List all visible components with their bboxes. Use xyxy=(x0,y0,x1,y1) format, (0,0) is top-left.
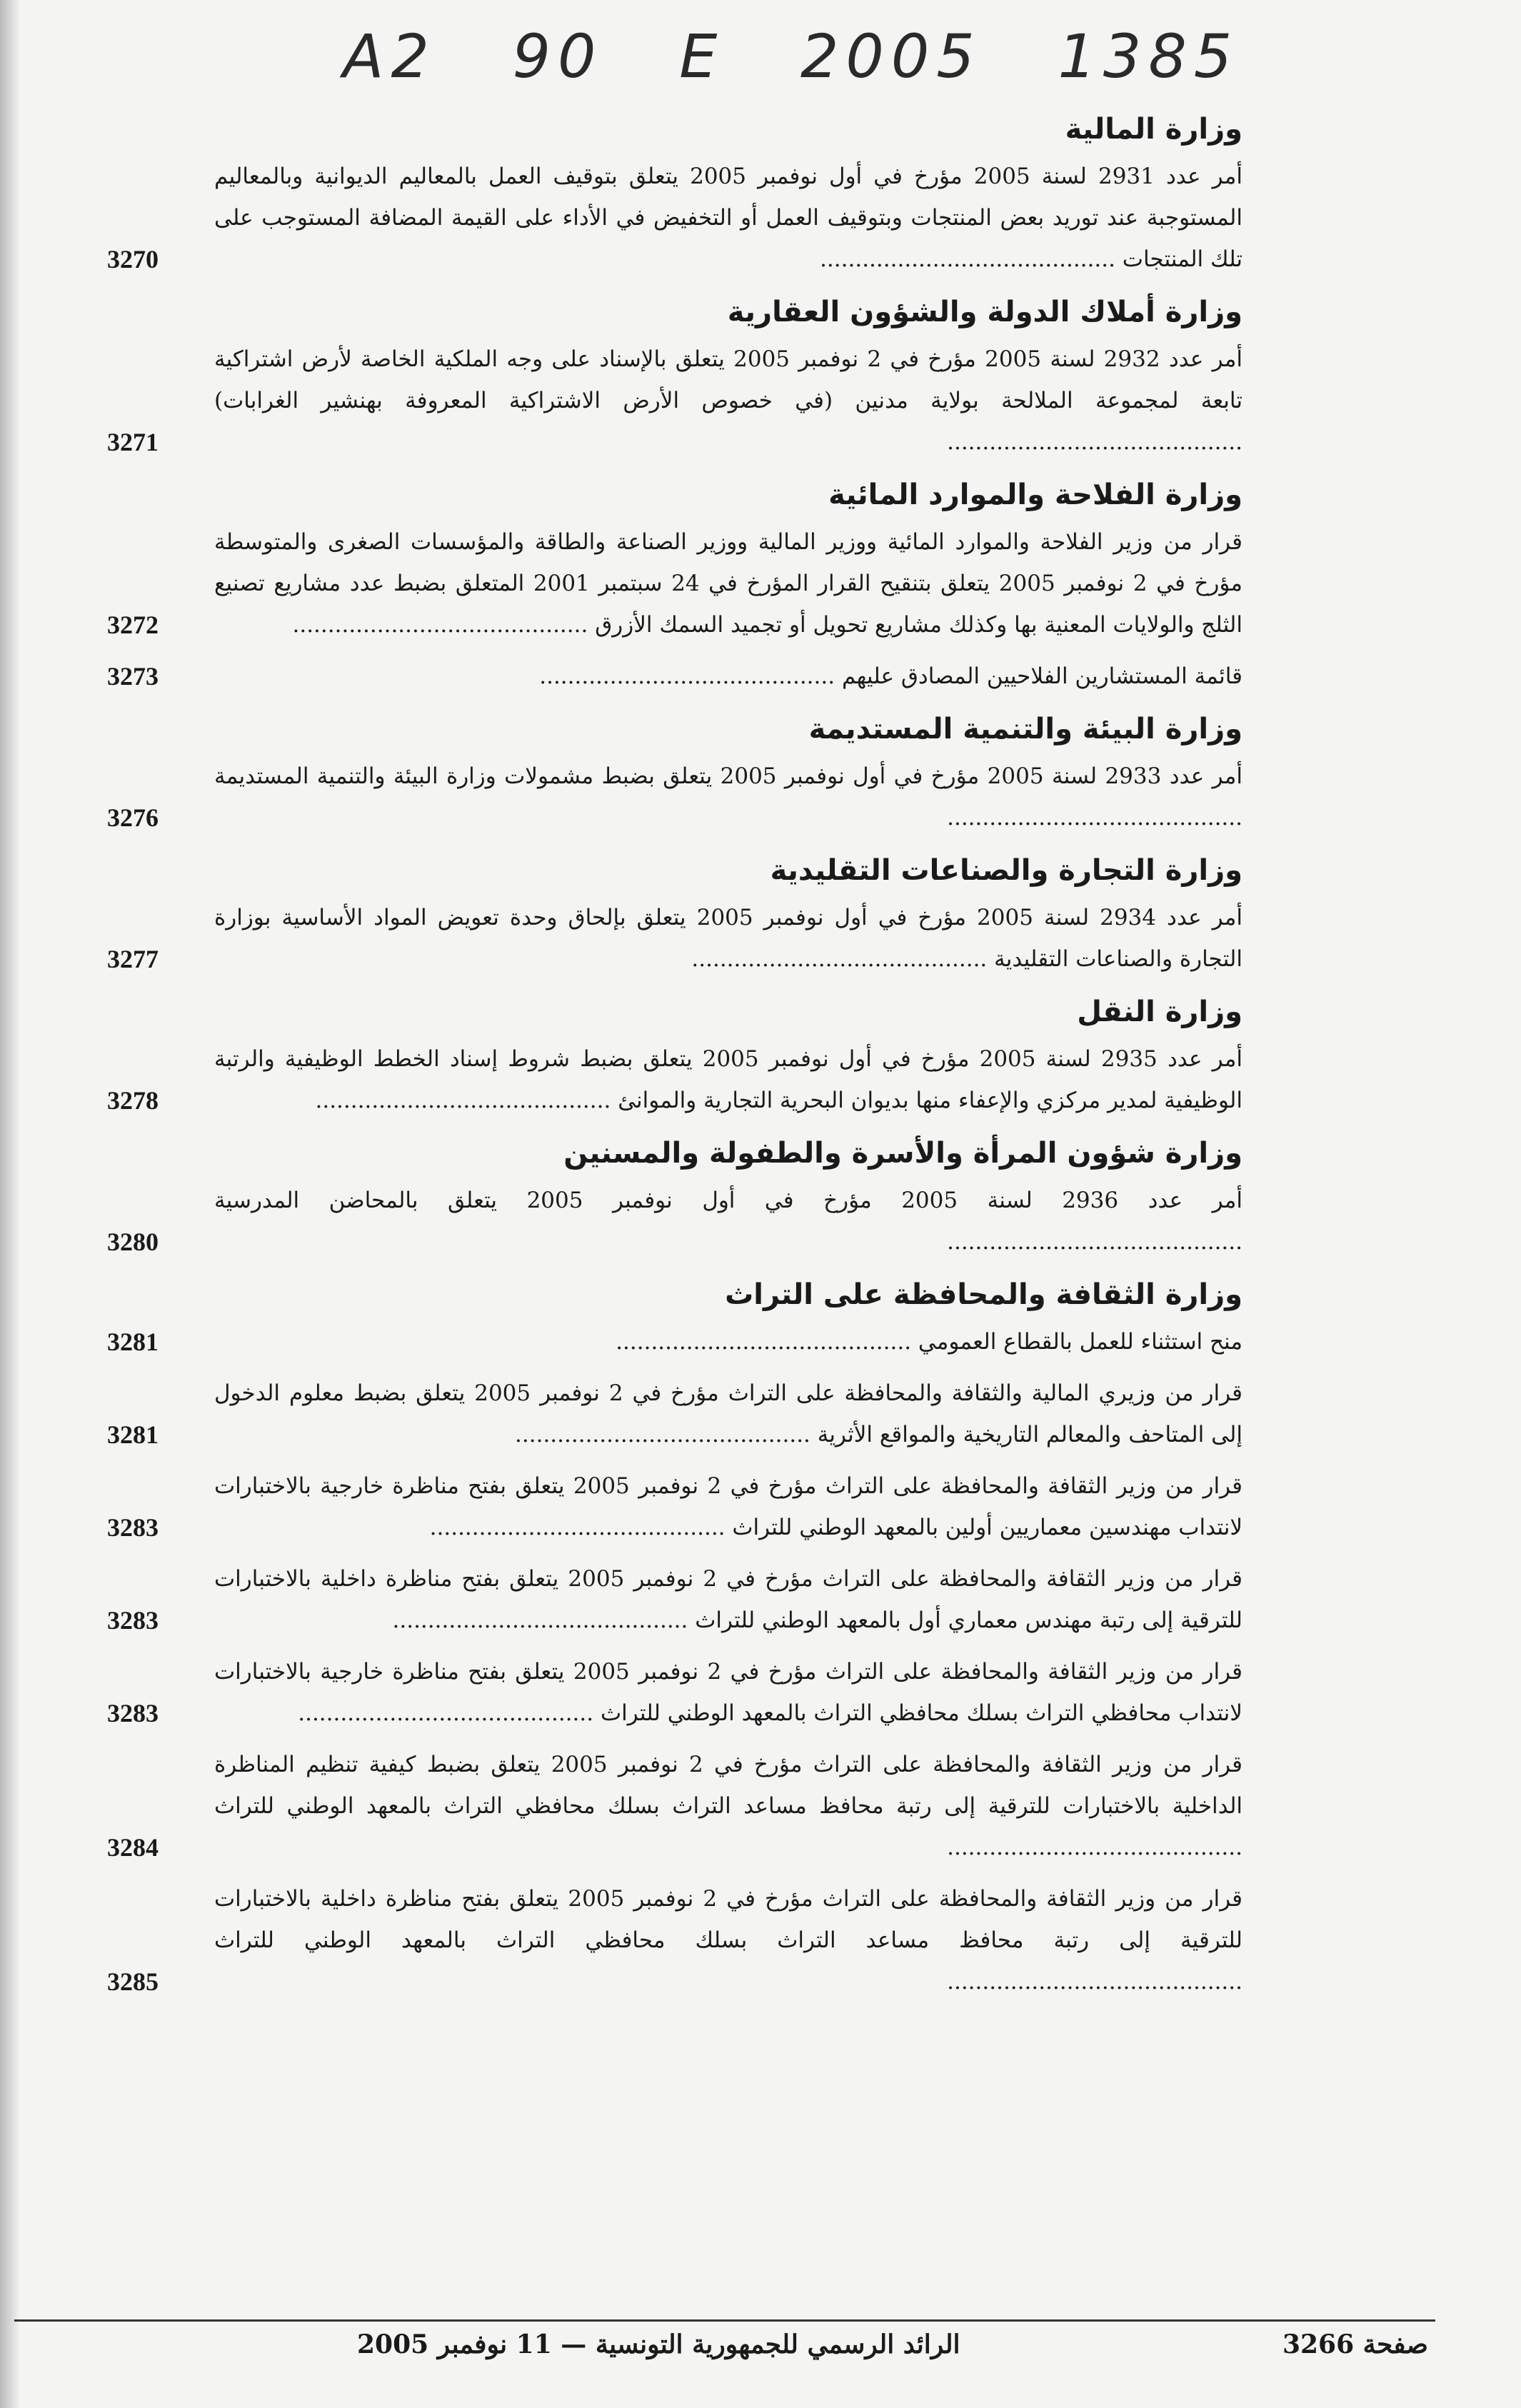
entry-page-number: 3283 xyxy=(107,1513,159,1542)
entry-text: أمر عدد 2932 لسنة 2005 مؤرخ في 2 نوفمبر 2005 يتعلق بالإسناد على وجه الملكية الخاصة لأرض اشتراكية تابعة لمجموعة الملالحة بولاية مدنين (في خصوص الأرض الاشتراكية المعروفة بهنشير الغرابات) .......................................... xyxy=(214,346,1243,455)
page-footer xyxy=(43,2329,1428,2379)
toc-entry xyxy=(107,1878,1243,2002)
entry-text: أمر عدد 2934 لسنة 2005 مؤرخ في أول نوفمبر 2005 يتعلق بإلحاق وحدة تعويض المواد الأساسية بوزارة التجارة والصناعات التقليدية .......................................... xyxy=(214,905,1243,972)
section-heading: وزارة شؤون المرأة والأسرة والطفولة والمسنين xyxy=(563,1137,1243,1170)
entry-text: قرار من وزير الثقافة والمحافظة على التراث مؤرخ في 2 نوفمبر 2005 يتعلق بفتح مناظرة داخلية بالاختبارات للترقية إلى رتبة مهندس معماري أول بالمعهد الوطني للتراث .......................................... xyxy=(214,1566,1243,1633)
toc-entry xyxy=(107,1038,1243,1121)
toc-entry xyxy=(107,656,1243,697)
toc-section xyxy=(107,707,1243,838)
toc-section xyxy=(107,1273,1243,2002)
section-heading: وزارة الثقافة والمحافظة على التراث xyxy=(725,1278,1243,1311)
entry-page-number: 3281 xyxy=(107,1420,159,1449)
handwritten-note: A2 90 E 2005 1385 xyxy=(343,21,1240,91)
entry-page-number: 3270 xyxy=(107,245,159,274)
entry-text: قرار من وزير الفلاحة والموارد المائية ووزير المالية ووزير الصناعة والطاقة والمؤسسات الصغرى والمتوسطة مؤرخ في 2 نوفمبر 2005 يتعلق بتنقيح القرار المؤرخ في 24 سبتمبر 2001 المتعلق بضبط عدد مشاريع تصنيع الثلج والولايات المعنية بها وكذلك مشاريع تحويل أو تجميد السمك الأزرق .......................................... xyxy=(214,529,1243,638)
entry-text: منح استثناء للعمل بالقطاع العمومي .......................................... xyxy=(616,1329,1243,1355)
toc-entry xyxy=(107,1180,1243,1263)
toc-entry xyxy=(107,338,1243,463)
toc-entry xyxy=(107,1744,1243,1868)
entry-page-number: 3281 xyxy=(107,1328,159,1356)
toc-section xyxy=(107,290,1243,463)
toc-section xyxy=(107,107,1243,280)
section-heading: وزارة النقل xyxy=(1077,995,1243,1028)
entry-page-number: 3276 xyxy=(107,803,159,832)
entry-page-number: 3272 xyxy=(107,611,159,639)
entry-page-number: 3284 xyxy=(107,1833,159,1862)
entry-text: قرار من وزير الثقافة والمحافظة على التراث مؤرخ في 2 نوفمبر 2005 يتعلق بفتح مناظرة خارجية بالاختبارات لانتداب مهندسين معماريين أولين بالمعهد الوطني للتراث .......................................... xyxy=(214,1473,1243,1540)
toc-entry xyxy=(107,897,1243,980)
entry-page-number: 3285 xyxy=(107,1967,159,1996)
toc-entry xyxy=(107,1321,1243,1363)
toc-section xyxy=(107,1131,1243,1263)
toc-entry xyxy=(107,1465,1243,1548)
toc-section xyxy=(107,473,1243,697)
section-heading: وزارة الفلاحة والموارد المائية xyxy=(828,478,1243,511)
entry-page-number: 3278 xyxy=(107,1086,159,1115)
toc-section xyxy=(107,990,1243,1121)
entry-text: قائمة المستشارين الفلاحيين المصادق عليهم .......................................... xyxy=(539,663,1243,689)
toc-entry xyxy=(107,756,1243,838)
scan-edge-shadow xyxy=(0,0,20,2408)
section-heading: وزارة البيئة والتنمية المستديمة xyxy=(808,713,1243,746)
entry-page-number: 3283 xyxy=(107,1699,159,1727)
page-number-label: صفحة 3266 xyxy=(1282,2329,1428,2359)
entry-page-number: 3280 xyxy=(107,1228,159,1256)
footer-rule xyxy=(14,2319,1435,2322)
journal-title-date: الرائد الرسمي للجمهورية التونسية — 11 نوفمبر 2005 xyxy=(357,2329,960,2359)
section-heading: وزارة التجارة والصناعات التقليدية xyxy=(770,854,1243,887)
toc-entry xyxy=(107,1558,1243,1641)
toc-entry xyxy=(107,521,1243,646)
entry-text: أمر عدد 2936 لسنة 2005 مؤرخ في أول نوفمبر 2005 يتعلق بالمحاضن المدرسية .......................................... xyxy=(214,1188,1243,1255)
toc-entry xyxy=(107,1651,1243,1734)
toc-entry xyxy=(107,1373,1243,1455)
section-heading: وزارة المالية xyxy=(1065,113,1243,146)
entry-page-number: 3271 xyxy=(107,428,159,456)
entry-text: أمر عدد 2931 لسنة 2005 مؤرخ في أول نوفمبر 2005 يتعلق بتوقيف العمل بالمعاليم الديوانية وبالمعاليم المستوجبة عند توريد بعض المنتجات وبتوقيف العمل أو التخفيض في الأداء على القيمة المضافة المستوجب على تلك المنتجات .......................................... xyxy=(214,164,1243,272)
entry-page-number: 3273 xyxy=(107,662,159,691)
entry-text: قرار من وزير الثقافة والمحافظة على التراث مؤرخ في 2 نوفمبر 2005 يتعلق بفتح مناظرة داخلية بالاختبارات للترقية إلى رتبة محافظ مساعد التراث بسلك محافظي التراث بالمعهد الوطني للتراث .......................................... xyxy=(214,1886,1243,1995)
section-heading: وزارة أملاك الدولة والشؤون العقارية xyxy=(727,296,1243,328)
toc-entry xyxy=(107,156,1243,280)
table-of-contents xyxy=(107,100,1243,2012)
entry-text: قرار من وزير الثقافة والمحافظة على التراث مؤرخ في 2 نوفمبر 2005 يتعلق بضبط كيفية تنظيم المناظرة الداخلية بالاختبارات للترقية إلى رتبة محافظ مساعد التراث بسلك محافظي التراث بالمعهد الوطني للتراث .......................................... xyxy=(214,1752,1243,1860)
toc-section xyxy=(107,848,1243,980)
entry-page-number: 3277 xyxy=(107,945,159,973)
entry-text: أمر عدد 2935 لسنة 2005 مؤرخ في أول نوفمبر 2005 يتعلق بضبط شروط إسناد الخطط الوظيفية والرتبة الوظيفية لمدير مركزي والإعفاء منها بديوان البحرية التجارية والموانئ .......................................... xyxy=(214,1046,1243,1113)
entry-page-number: 3283 xyxy=(107,1606,159,1635)
entry-text: قرار من وزيري المالية والثقافة والمحافظة على التراث مؤرخ في 2 نوفمبر 2005 يتعلق بضبط معلوم الدخول إلى المتاحف والمعالم التاريخية والمواقع الأثرية .......................................... xyxy=(214,1380,1243,1448)
entry-text: قرار من وزير الثقافة والمحافظة على التراث مؤرخ في 2 نوفمبر 2005 يتعلق بفتح مناظرة خارجية بالاختبارات لانتداب محافظي التراث بسلك محافظي التراث بالمعهد الوطني للتراث .......................................... xyxy=(214,1659,1243,1726)
entry-text: أمر عدد 2933 لسنة 2005 مؤرخ في أول نوفمبر 2005 يتعلق بضبط مشمولات وزارة البيئة والتنمية المستديمة .......................................... xyxy=(214,763,1243,831)
